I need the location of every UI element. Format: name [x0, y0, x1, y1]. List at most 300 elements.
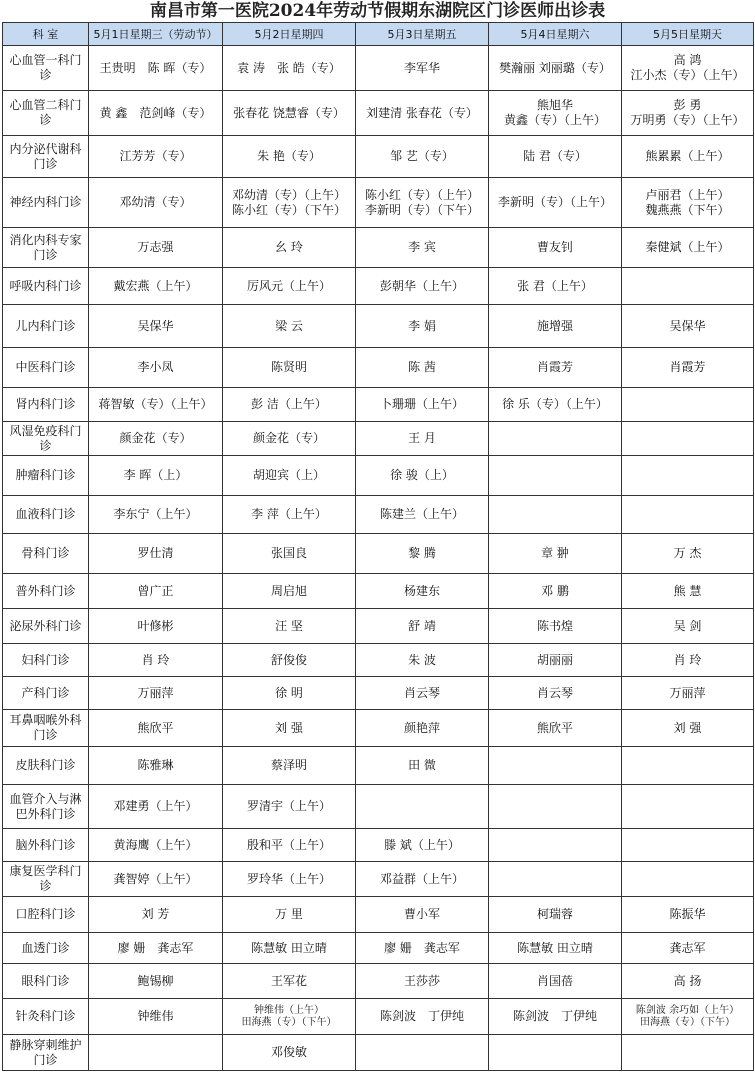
table-row: [3, 609, 754, 644]
department-cell: 眼科门诊: [3, 964, 89, 999]
schedule-cell: [622, 496, 754, 534]
schedule-cell: [223, 91, 356, 136]
schedule-cell: [89, 862, 223, 897]
schedule-cell: [223, 829, 356, 862]
doctor-entry: 邓建勇（上午）: [113, 799, 198, 813]
doctor-entry: 陈 茜: [408, 360, 436, 374]
schedule-cell: [489, 268, 622, 305]
schedule-cell: [489, 609, 622, 644]
schedule-cell: [89, 178, 223, 228]
doctor-entry: 黄鑫（专）（上午）: [503, 113, 606, 127]
column-header-may2: 5月2日星期四: [223, 23, 356, 46]
doctor-entry: 曹小军: [403, 907, 440, 921]
schedule-cell: [89, 785, 223, 829]
doctor-entry: 殷和平（上午）: [246, 837, 331, 852]
schedule-cell: [489, 862, 622, 897]
schedule-cell: [622, 862, 754, 897]
table-row: [3, 305, 754, 348]
schedule-cell: [356, 964, 489, 999]
doctor-entry: 梁 云: [275, 318, 303, 333]
schedule-cell: [356, 644, 489, 677]
schedule-cell: [89, 710, 223, 747]
doctor-entry: 罗仕清: [137, 546, 174, 560]
schedule-cell: [622, 91, 754, 136]
doctor-entry: 颜艳萍: [403, 720, 440, 735]
doctor-entry: 樊瀚丽 刘丽璐（专）: [499, 60, 611, 75]
schedule-cell: [489, 829, 622, 862]
department-cell: 血管介入与淋巴外科门诊: [3, 785, 89, 829]
schedule-cell: [356, 305, 489, 348]
schedule-table: [2, 22, 754, 1071]
doctor-entry: 李 宾: [408, 240, 436, 254]
schedule-cell: [622, 534, 754, 574]
schedule-cell: [223, 964, 356, 999]
table-row: [3, 1035, 754, 1071]
department-cell: 神经内科门诊: [3, 178, 89, 228]
column-header-may1: 5月1日星期三（劳动节）: [89, 23, 223, 46]
schedule-cell: [223, 228, 356, 268]
schedule-cell: [89, 829, 223, 862]
doctor-entry: 陈雅琳: [137, 758, 174, 772]
table-row: [3, 136, 754, 178]
table-row: [3, 496, 754, 534]
schedule-cell: [622, 897, 754, 933]
department-cell: 风湿免疫科门诊: [3, 422, 89, 456]
schedule-cell: [622, 644, 754, 677]
doctor-entry: 徐 乐（专）（上午）: [502, 397, 608, 411]
schedule-cell: [223, 496, 356, 534]
schedule-cell: [489, 574, 622, 609]
schedule-cell: [356, 456, 489, 496]
doctor-entry: 厉风元（上午）: [246, 278, 331, 293]
column-header-may3: 5月3日星期五: [356, 23, 489, 46]
doctor-entry: 高 鸿: [673, 53, 702, 67]
schedule-cell: [89, 136, 223, 178]
schedule-cell: [489, 91, 622, 136]
schedule-cell: [622, 46, 754, 91]
schedule-cell: [356, 388, 489, 422]
table-row: [3, 422, 754, 456]
schedule-cell: [622, 785, 754, 829]
doctor-entry: 邓幼清（专）: [119, 195, 192, 209]
schedule-cell: [489, 677, 622, 710]
table-row: [3, 456, 754, 496]
doctor-entry: 熊旭华: [536, 98, 573, 112]
schedule-cell: [89, 999, 223, 1035]
schedule-cell: [489, 456, 622, 496]
doctor-entry: 陈小红（专）（上午）: [364, 187, 479, 202]
schedule-cell: [622, 228, 754, 268]
doctor-entry: 颜金花（专）: [252, 431, 325, 445]
doctor-entry: 曾广正: [137, 583, 174, 598]
schedule-cell: [489, 1035, 622, 1071]
schedule-cell: [89, 677, 223, 710]
schedule-cell: [356, 534, 489, 574]
doctor-entry: 陈建兰（上午）: [379, 507, 464, 521]
doctor-entry: 肖国蓓: [536, 973, 573, 988]
doctor-entry: 肖霞芳: [669, 360, 706, 374]
department-cell: 产科门诊: [3, 677, 89, 710]
department-cell: 血透门诊: [3, 933, 89, 964]
doctor-entry: 万 里: [275, 907, 303, 921]
schedule-cell: [223, 574, 356, 609]
schedule-cell: [223, 1035, 356, 1071]
table-row: [3, 348, 754, 388]
table-row: [3, 534, 754, 574]
schedule-cell: [223, 178, 356, 228]
schedule-cell: [223, 609, 356, 644]
doctor-entry: 陈振华: [669, 907, 706, 921]
doctor-entry: 熊欣平: [137, 720, 174, 735]
schedule-cell: [489, 388, 622, 422]
schedule-cell: [489, 305, 622, 348]
schedule-cell: [89, 456, 223, 496]
doctor-entry: 江芳芳（专）: [119, 149, 192, 163]
schedule-cell: [223, 422, 356, 456]
doctor-entry: 陈剑波 余巧如（上午）: [635, 1004, 740, 1016]
doctor-entry: 章 翀: [541, 546, 569, 560]
doctor-entry: 罗清宇（上午）: [246, 799, 331, 813]
schedule-cell: [356, 710, 489, 747]
doctor-entry: 吴保华: [137, 318, 174, 333]
department-cell: 骨科门诊: [3, 534, 89, 574]
schedule-cell: [223, 747, 356, 785]
schedule-cell: [223, 677, 356, 710]
schedule-cell: [89, 268, 223, 305]
doctor-entry: 滕 斌（上午）: [384, 837, 460, 852]
doctor-entry: 陈剑波 丁伊纯: [512, 1009, 597, 1023]
schedule-cell: [622, 933, 754, 964]
schedule-cell: [89, 388, 223, 422]
schedule-cell: [356, 747, 489, 785]
schedule-cell: [489, 228, 622, 268]
doctor-entry: 高 扬: [673, 973, 702, 988]
schedule-cell: [89, 964, 223, 999]
schedule-cell: [622, 178, 754, 228]
doctor-entry: 王军花: [270, 973, 307, 988]
doctor-entry: 万明勇（专）（上午）: [630, 113, 745, 127]
schedule-cell: [356, 785, 489, 829]
doctor-entry: 肖云琴: [403, 685, 440, 700]
doctor-entry: 舒 靖: [408, 618, 436, 633]
schedule-cell: [223, 644, 356, 677]
doctor-entry: 刘 强: [673, 720, 702, 735]
doctor-entry: 叶修彬: [137, 618, 174, 633]
schedule-cell: [223, 897, 356, 933]
doctor-entry: 邓 鹏: [541, 583, 569, 598]
schedule-cell: [622, 999, 754, 1035]
schedule-cell: [356, 862, 489, 897]
schedule-cell: [622, 388, 754, 422]
schedule-cell: [356, 677, 489, 710]
schedule-cell: [356, 496, 489, 534]
schedule-cell: [622, 710, 754, 747]
doctor-entry: 吴 剑: [673, 618, 702, 633]
doctor-entry: 徐 明: [275, 685, 303, 700]
table-row: [3, 999, 754, 1035]
doctor-entry: 朱 艳（专）: [257, 149, 321, 163]
schedule-cell: [223, 710, 356, 747]
doctor-entry: 陈贤明: [270, 360, 307, 374]
schedule-cell: [622, 1035, 754, 1071]
schedule-cell: [89, 305, 223, 348]
department-cell: 肾内科门诊: [3, 388, 89, 422]
schedule-cell: [489, 785, 622, 829]
schedule-cell: [622, 136, 754, 178]
schedule-cell: [489, 964, 622, 999]
schedule-cell: [89, 574, 223, 609]
schedule-cell: [489, 747, 622, 785]
department-cell: 妇科门诊: [3, 644, 89, 677]
schedule-cell: [223, 388, 356, 422]
table-row: [3, 829, 754, 862]
table-row: [3, 862, 754, 897]
doctor-entry: 万志强: [137, 240, 174, 254]
doctor-entry: 肖霞芳: [536, 360, 573, 374]
schedule-cell: [489, 178, 622, 228]
table-row: [3, 785, 754, 829]
table-row: [3, 933, 754, 964]
department-cell: 心血管一科门诊: [3, 46, 89, 91]
doctor-entry: 蒋智敏（专）（上午）: [98, 397, 213, 411]
doctor-entry: 黎 腾: [408, 546, 436, 560]
doctor-entry: 李 娟: [408, 318, 436, 333]
doctor-entry: 田海燕（专）（下午）: [640, 1016, 735, 1028]
table-row: [3, 46, 754, 91]
schedule-cell: [489, 136, 622, 178]
doctor-entry: 田海燕（专）（下午）: [241, 1016, 337, 1028]
schedule-cell: [356, 178, 489, 228]
schedule-cell: [89, 1035, 223, 1071]
doctor-entry: 吴保华: [669, 318, 706, 333]
schedule-cell: [622, 348, 754, 388]
schedule-cell: [356, 1035, 489, 1071]
doctor-entry: 肖 玲: [673, 652, 702, 667]
table-row: [3, 677, 754, 710]
schedule-cell: [89, 747, 223, 785]
table-row: [3, 268, 754, 305]
doctor-entry: 张春花 饶慧睿（专）: [233, 105, 345, 120]
table-row: [3, 710, 754, 747]
doctor-entry: 魏燕燕（下午）: [645, 202, 730, 217]
department-cell: 针灸科门诊: [3, 999, 89, 1035]
schedule-cell: [356, 46, 489, 91]
schedule-cell: [223, 46, 356, 91]
schedule-cell: [622, 964, 754, 999]
doctor-entry: 秦健斌（上午）: [645, 240, 730, 254]
doctor-entry: 邹 艺（专）: [390, 149, 454, 163]
department-cell: 消化内科专家门诊: [3, 228, 89, 268]
doctor-entry: 邓幼清（专）（上午）: [231, 187, 346, 202]
schedule-cell: [489, 999, 622, 1035]
column-header-may4: 5月4日星期六: [489, 23, 622, 46]
department-cell: 康复医学科门诊: [3, 862, 89, 897]
doctor-entry: 钟维伟（上午）: [254, 1004, 324, 1016]
doctor-entry: 钟维伟: [137, 1009, 174, 1023]
doctor-entry: 胡迎宾（上）: [252, 468, 325, 482]
schedule-cell: [223, 136, 356, 178]
schedule-cell: [489, 46, 622, 91]
doctor-entry: 彭朝华（上午）: [379, 278, 464, 293]
schedule-cell: [489, 710, 622, 747]
doctor-entry: 熊 慧: [673, 583, 702, 598]
column-header-may5: 5月5日星期天: [622, 23, 754, 46]
doctor-entry: 陈慧敏 田立晴: [517, 940, 593, 955]
schedule-cell: [356, 897, 489, 933]
department-cell: 口腔科门诊: [3, 897, 89, 933]
schedule-cell: [356, 348, 489, 388]
doctor-entry: 罗玲华（上午）: [246, 871, 331, 886]
schedule-cell: [223, 305, 356, 348]
schedule-cell: [356, 422, 489, 456]
schedule-cell: [223, 268, 356, 305]
doctor-entry: 刘 强: [275, 720, 303, 735]
table-row: [3, 747, 754, 785]
schedule-cell: [223, 456, 356, 496]
doctor-entry: 龚志军: [669, 940, 706, 955]
doctor-entry: 李新明（专）（下午）: [364, 202, 479, 217]
schedule-cell: [89, 534, 223, 574]
department-cell: 泌尿外科门诊: [3, 609, 89, 644]
doctor-entry: 张 君（上午）: [517, 278, 593, 293]
doctor-entry: 徐 骏（上）: [390, 468, 454, 482]
doctor-entry: 杨建东: [403, 583, 440, 598]
schedule-cell: [356, 268, 489, 305]
doctor-entry: 龚智婷（上午）: [113, 871, 198, 886]
doctor-entry: 熊欣平: [536, 720, 573, 735]
doctor-entry: 舒俊俊: [270, 652, 307, 667]
table-row: [3, 574, 754, 609]
schedule-cell: [89, 897, 223, 933]
doctor-entry: 卢丽君（上午）: [645, 187, 730, 202]
department-cell: 内分泌代谢科门诊: [3, 136, 89, 178]
doctor-entry: 陈小红（专）（下午）: [231, 202, 346, 217]
schedule-cell: [356, 136, 489, 178]
doctor-entry: 施增强: [536, 318, 573, 333]
doctor-entry: 邓益群（上午）: [379, 871, 464, 886]
doctor-entry: 江小杰（专）（上午）: [630, 68, 745, 82]
schedule-cell: [223, 862, 356, 897]
schedule-cell: [622, 609, 754, 644]
schedule-cell: [489, 933, 622, 964]
department-cell: 耳鼻咽喉外科门诊: [3, 710, 89, 747]
table-row: [3, 91, 754, 136]
doctor-entry: 汪 坚: [275, 618, 303, 633]
doctor-entry: 万 杰: [673, 546, 702, 560]
doctor-entry: 陈慧敏 田立晴: [251, 940, 327, 955]
schedule-cell: [223, 785, 356, 829]
doctor-entry: 彭 勇: [673, 98, 702, 112]
doctor-entry: 柯瑞蓉: [536, 907, 573, 921]
table-row: [3, 897, 754, 933]
department-cell: 中医科门诊: [3, 348, 89, 388]
doctor-entry: 田 微: [408, 758, 436, 772]
doctor-entry: 王贵明 陈 晖（专）: [99, 60, 212, 75]
doctor-entry: 袁 涛 张 皓（专）: [237, 60, 341, 75]
doctor-entry: 陈书煌: [536, 618, 573, 633]
schedule-cell: [489, 348, 622, 388]
schedule-cell: [223, 534, 356, 574]
doctor-entry: 黄 鑫 范剑峰（专）: [99, 105, 212, 120]
table-row: [3, 644, 754, 677]
schedule-cell: [223, 999, 356, 1035]
schedule-cell: [89, 933, 223, 964]
schedule-cell: [89, 348, 223, 388]
table-row: [3, 228, 754, 268]
doctor-entry: 熊累累（上午）: [645, 149, 730, 163]
schedule-cell: [89, 422, 223, 456]
table-row: [3, 964, 754, 999]
schedule-cell: [356, 999, 489, 1035]
doctor-entry: 李军华: [403, 60, 440, 75]
schedule-cell: [89, 496, 223, 534]
doctor-entry: 张国良: [270, 546, 307, 560]
doctor-entry: 幺 玲: [275, 240, 303, 254]
doctor-entry: 刘建清 张春花（专）: [366, 105, 478, 120]
schedule-cell: [489, 897, 622, 933]
schedule-cell: [89, 91, 223, 136]
department-cell: 普外科门诊: [3, 574, 89, 609]
doctor-entry: 万丽萍: [669, 685, 706, 700]
doctor-entry: 李 晖（上）: [123, 468, 188, 482]
department-cell: 皮肤科门诊: [3, 747, 89, 785]
schedule-cell: [89, 644, 223, 677]
page-title: 南昌市第一医院2024年劳动节假期东湖院区门诊医师出诊表: [149, 1, 606, 21]
table-row: [3, 388, 754, 422]
schedule-cell: [489, 534, 622, 574]
department-cell: 心血管二科门诊: [3, 91, 89, 136]
schedule-cell: [223, 348, 356, 388]
doctor-entry: 廖 姗 龚志军: [117, 940, 194, 955]
schedule-cell: [489, 644, 622, 677]
doctor-entry: 肖 玲: [141, 652, 170, 667]
schedule-cell: [622, 422, 754, 456]
doctor-entry: 李 萍（上午）: [251, 507, 327, 521]
department-cell: 血液科门诊: [3, 496, 89, 534]
doctor-entry: 肖云琴: [536, 685, 573, 700]
doctor-entry: 陈剑波 丁伊纯: [379, 1009, 464, 1023]
schedule-cell: [622, 574, 754, 609]
schedule-cell: [489, 422, 622, 456]
doctor-entry: 王莎莎: [403, 973, 440, 988]
doctor-entry: 万丽萍: [137, 685, 174, 700]
schedule-cell: [622, 829, 754, 862]
doctor-entry: 曹友钊: [536, 240, 573, 254]
doctor-entry: 李新明（专）（上午）: [497, 195, 612, 209]
doctor-entry: 廖 姗 龚志军: [384, 940, 460, 955]
doctor-entry: 王 月: [408, 431, 436, 445]
doctor-entry: 刘 芳: [141, 907, 170, 921]
schedule-cell: [622, 456, 754, 496]
schedule-cell: [356, 228, 489, 268]
schedule-cell: [622, 305, 754, 348]
doctor-entry: 彭 洁（上午）: [251, 397, 327, 411]
header-row: [3, 23, 754, 46]
schedule-cell: [223, 933, 356, 964]
schedule-cell: [622, 677, 754, 710]
table-row: [3, 178, 754, 228]
schedule-cell: [89, 46, 223, 91]
department-cell: 静脉穿刺维护门诊: [3, 1035, 89, 1071]
department-cell: 脑外科门诊: [3, 829, 89, 862]
schedule-cell: [89, 609, 223, 644]
doctor-entry: 戴宏燕（上午）: [113, 278, 198, 293]
column-header-department: 科 室: [3, 23, 89, 46]
schedule-cell: [356, 933, 489, 964]
schedule-cell: [622, 268, 754, 305]
department-cell: 呼吸内科门诊: [3, 268, 89, 305]
doctor-entry: 陆 君（专）: [523, 149, 587, 163]
